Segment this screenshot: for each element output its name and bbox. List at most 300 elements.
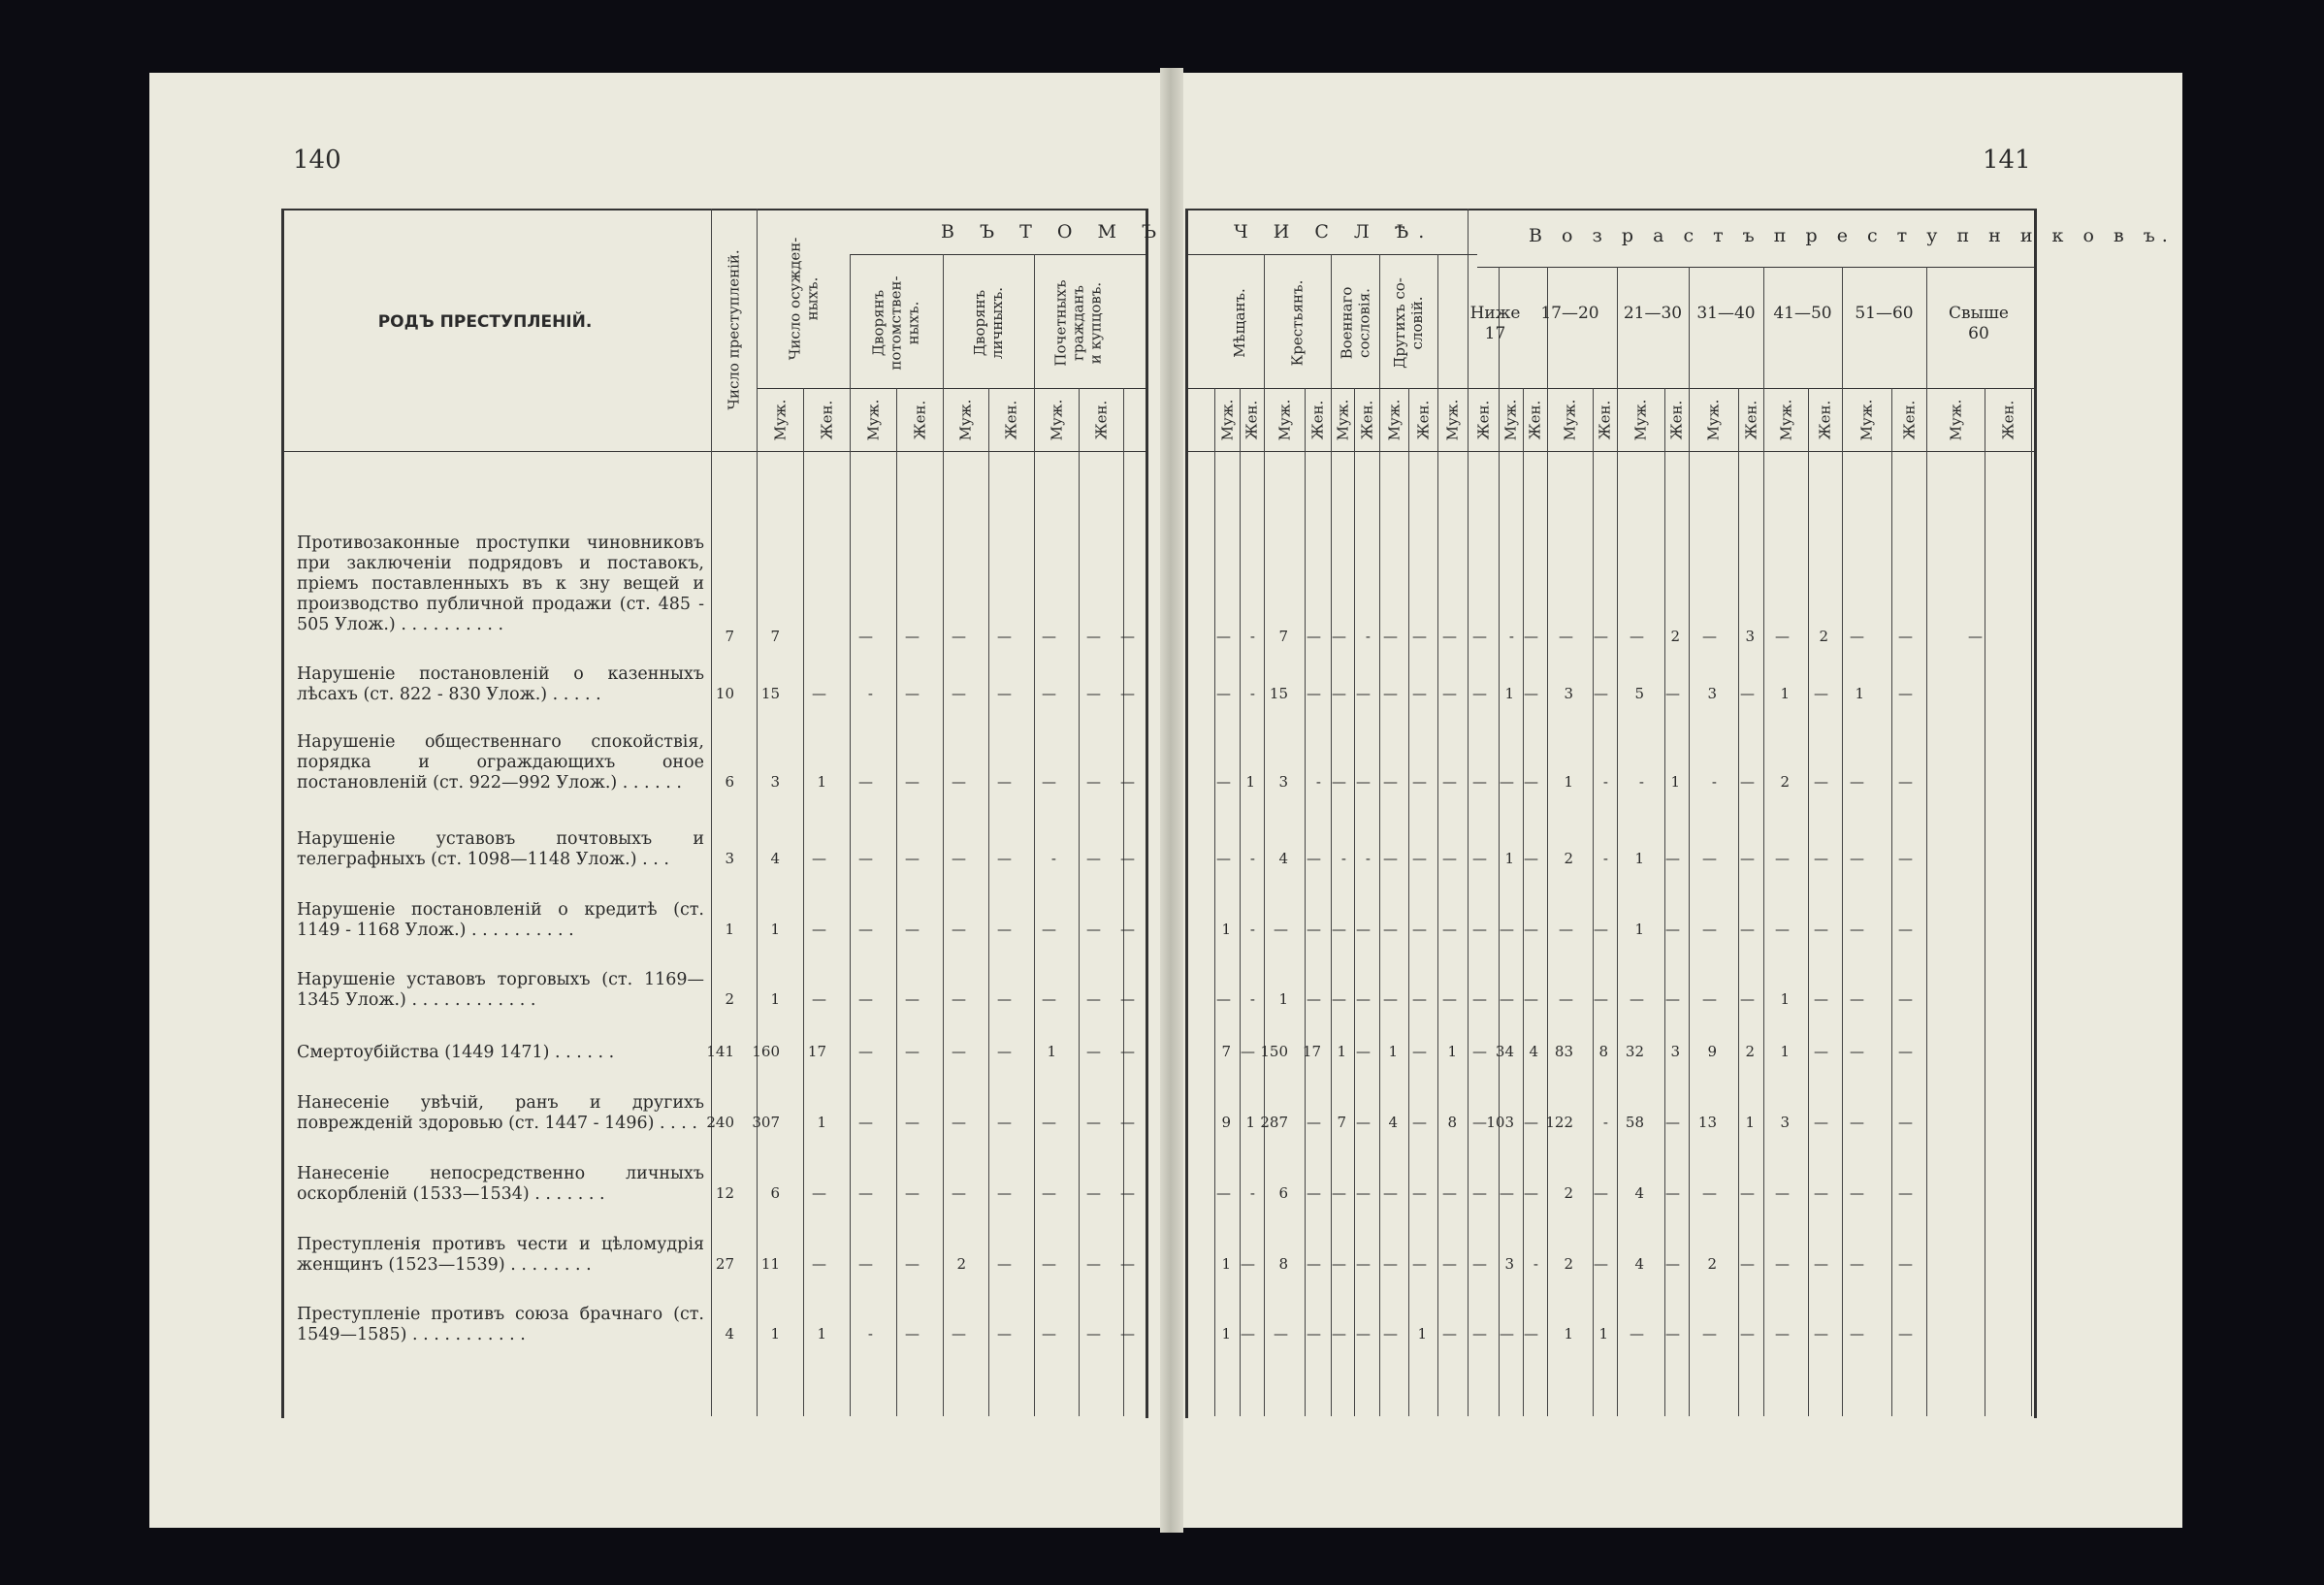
row-6-right-value-12: 83 — [1554, 1043, 1573, 1060]
category-header-1: Дворянъ личныхъ. — [971, 286, 1006, 359]
row-4-left-value-4: — — [905, 921, 920, 938]
row-10-right-value-6: — — [1383, 1325, 1398, 1342]
row-5-right-value-1: - — [1249, 990, 1255, 1008]
row-3-left-value-0: 3 — [725, 850, 734, 867]
row-0-right-value-0: — — [1216, 628, 1231, 645]
row-4-right-value-11: — — [1524, 921, 1538, 938]
row-6-right-value-14: 32 — [1625, 1043, 1644, 1060]
row-5-right-value-12: — — [1559, 990, 1573, 1008]
row-6-right-value-6: 1 — [1388, 1043, 1398, 1060]
age-header-2: 21—30 — [1623, 304, 1683, 323]
left-sex-5: Жен. — [1002, 400, 1020, 439]
crime-row-label: Нарушеніе уставовъ почтовыхъ и телеграфныхъ (ст. 1098—1148 Улож.) . . . — [297, 829, 704, 869]
row-4-right-value-12: — — [1559, 921, 1573, 938]
right-sex-16: Муж. — [1704, 399, 1723, 440]
row-10-right-value-18: — — [1775, 1325, 1790, 1342]
row-3-right-value-6: — — [1383, 850, 1398, 867]
category-header-5: Военнаго сословія. — [1338, 286, 1373, 359]
row-4-left-value-9: — — [1120, 921, 1135, 938]
row-7-right-value-0: 9 — [1221, 1114, 1231, 1131]
row-8-right-value-10: — — [1500, 1184, 1514, 1202]
row-1-right-value-12: 3 — [1564, 685, 1573, 702]
right-sex-12: Муж. — [1561, 399, 1579, 440]
row-1-left-value-9: — — [1120, 685, 1135, 702]
age-header-0: Ниже 17 — [1469, 304, 1521, 343]
row-6-left-value-3: — — [858, 1043, 873, 1060]
row-9-left-value-8: — — [1086, 1255, 1101, 1273]
row-1-right-value-6: — — [1383, 685, 1398, 702]
row-6-right-value-4: 1 — [1337, 1043, 1346, 1060]
row-0-right-value-1: - — [1249, 628, 1255, 645]
row-10-left-value-4: — — [905, 1325, 920, 1342]
row-0-right-value-13: — — [1594, 628, 1608, 645]
row-10-right-value-4: — — [1332, 1325, 1346, 1342]
row-7-right-value-4: 7 — [1337, 1114, 1346, 1131]
row-1-right-value-21: — — [1898, 685, 1913, 702]
row-0-right-value-6: — — [1383, 628, 1398, 645]
row-1-right-value-18: 1 — [1780, 685, 1790, 702]
row-10-left-value-6: — — [997, 1325, 1012, 1342]
row-9-right-value-5: — — [1356, 1255, 1371, 1273]
row-2-left-value-7: — — [1042, 773, 1056, 791]
row-7-right-value-18: 3 — [1780, 1114, 1790, 1131]
row-9-left-value-5: 2 — [956, 1255, 966, 1273]
row-9-right-value-19: — — [1814, 1255, 1828, 1273]
row-10-right-value-5: — — [1356, 1325, 1371, 1342]
row-8-right-value-8: — — [1442, 1184, 1457, 1202]
row-9-right-value-15: — — [1665, 1255, 1680, 1273]
age-header-5: 51—60 — [1855, 304, 1914, 323]
row-6-right-value-20: — — [1850, 1043, 1864, 1060]
row-9-right-value-9: — — [1472, 1255, 1487, 1273]
row-8-right-value-0: — — [1216, 1184, 1231, 1202]
row-4-left-value-1: 1 — [770, 921, 780, 938]
right-sex-13: Жен. — [1596, 400, 1614, 439]
row-9-right-value-13: — — [1594, 1255, 1608, 1273]
row-4-right-value-10: — — [1500, 921, 1514, 938]
header-bottom-rule-left — [281, 451, 1146, 452]
row-0-left-value-0: 7 — [725, 628, 734, 645]
row-2-right-value-2: 3 — [1278, 773, 1288, 791]
row-9-right-value-21: — — [1898, 1255, 1913, 1273]
row-7-right-value-21: — — [1898, 1114, 1913, 1131]
row-7-right-value-3: — — [1307, 1114, 1321, 1131]
row-7-right-value-6: 4 — [1388, 1114, 1398, 1131]
row-6-right-value-11: 4 — [1529, 1043, 1538, 1060]
row-2-right-value-13: - — [1602, 773, 1608, 791]
row-9-right-value-1: — — [1241, 1255, 1255, 1273]
row-1-left-value-5: — — [952, 685, 966, 702]
row-3-left-value-2: — — [812, 850, 826, 867]
row-0-left-value-3: — — [858, 628, 873, 645]
row-9-left-value-2: — — [812, 1255, 826, 1273]
row-1-right-value-8: — — [1442, 685, 1457, 702]
row-0-left-value-1: 7 — [770, 628, 780, 645]
right-sex-4: Муж. — [1334, 399, 1352, 440]
row-1-right-value-4: — — [1332, 685, 1346, 702]
row-6-right-value-8: 1 — [1447, 1043, 1457, 1060]
row-4-left-value-8: — — [1086, 921, 1101, 938]
row-6-left-value-2: 17 — [807, 1043, 826, 1060]
category-header-2: Почетныхъ гражданъ и купцовъ. — [1052, 278, 1105, 367]
row-10-left-value-1: 1 — [770, 1325, 780, 1342]
row-5-right-value-2: 1 — [1278, 990, 1288, 1008]
row-0-right-value-10: - — [1508, 628, 1514, 645]
row-7-right-value-14: 58 — [1625, 1114, 1644, 1131]
row-1-right-value-1: - — [1249, 685, 1255, 702]
row-10-left-value-3: - — [867, 1325, 873, 1342]
row-7-left-value-6: — — [997, 1114, 1012, 1131]
row-3-left-value-9: — — [1120, 850, 1135, 867]
crime-row-label: Преступленія противъ чести и цѣломудрія женщинъ (1523—1539) . . . . . . . . — [297, 1235, 704, 1275]
age-header-1: 17—20 — [1540, 304, 1599, 323]
row-10-right-value-12: 1 — [1564, 1325, 1573, 1342]
row-7-left-value-0: 240 — [706, 1114, 734, 1131]
row-1-right-value-11: — — [1524, 685, 1538, 702]
row-5-right-value-16: — — [1702, 990, 1717, 1008]
row-5-right-value-13: — — [1594, 990, 1608, 1008]
row-4-right-value-13: — — [1594, 921, 1608, 938]
row-7-right-value-8: 8 — [1447, 1114, 1457, 1131]
row-3-right-value-20: — — [1850, 850, 1864, 867]
row-8-right-value-2: 6 — [1278, 1184, 1288, 1202]
row-4-right-value-20: — — [1850, 921, 1864, 938]
row-1-right-value-16: 3 — [1707, 685, 1717, 702]
row-0-right-value-5: - — [1365, 628, 1371, 645]
row-10-right-value-20: — — [1850, 1325, 1864, 1342]
age-header-6: Свыше 60 — [1949, 304, 2009, 343]
crime-row-label: Смертоубійства (1449 1471) . . . . . . — [297, 1043, 615, 1062]
row-5-right-value-4: — — [1332, 990, 1346, 1008]
crime-row-label: Нарушеніе общественнаго спокойствія, порядка и ограждающихъ оное постановленій (ст. 922—992 Улож.) . . . . . . — [297, 732, 704, 792]
row-5-right-value-6: — — [1383, 990, 1398, 1008]
row-9-left-value-3: — — [858, 1255, 873, 1273]
row-3-left-value-1: 4 — [770, 850, 780, 867]
column-header-crime-type: РОДЪ ПРЕСТУПЛЕНІЙ. — [377, 312, 593, 332]
row-2-left-value-9: — — [1120, 773, 1135, 791]
row-2-right-value-19: — — [1814, 773, 1828, 791]
row-1-right-value-15: — — [1665, 685, 1680, 702]
row-6-left-value-5: — — [952, 1043, 966, 1060]
row-3-left-value-7: - — [1050, 850, 1056, 867]
row-7-right-value-2: 287 — [1260, 1114, 1288, 1131]
header-in-that-number-cont: Ч И С Л Ѣ. — [1234, 221, 1435, 243]
row-6-right-value-19: — — [1814, 1043, 1828, 1060]
row-9-left-value-1: 11 — [760, 1255, 780, 1273]
right-sex-18: Муж. — [1776, 399, 1794, 440]
crime-row-label: Нарушеніе постановленій о казенныхъ лѣсахъ (ст. 822 - 830 Улож.) . . . . . — [297, 664, 704, 704]
row-8-right-value-5: — — [1356, 1184, 1371, 1202]
row-10-left-value-9: — — [1120, 1325, 1135, 1342]
row-6-right-value-9: — — [1472, 1043, 1487, 1060]
row-8-left-value-8: — — [1086, 1184, 1101, 1202]
row-9-right-value-17: — — [1740, 1255, 1755, 1273]
left-sex-2: Муж. — [863, 399, 882, 440]
row-10-right-value-17: — — [1740, 1325, 1755, 1342]
row-3-right-value-2: 4 — [1278, 850, 1288, 867]
left-sex-6: Муж. — [1047, 399, 1065, 440]
row-10-left-value-2: 1 — [817, 1325, 826, 1342]
row-5-left-value-1: 1 — [770, 990, 780, 1008]
row-6-right-value-15: 3 — [1670, 1043, 1680, 1060]
row-8-right-value-4: — — [1332, 1184, 1346, 1202]
row-3-left-value-6: — — [997, 850, 1012, 867]
row-8-left-value-2: — — [812, 1184, 826, 1202]
row-3-right-value-11: — — [1524, 850, 1538, 867]
row-1-left-value-3: - — [867, 685, 873, 702]
row-9-right-value-18: — — [1775, 1255, 1790, 1273]
row-2-right-value-9: — — [1472, 773, 1487, 791]
row-5-left-value-3: — — [858, 990, 873, 1008]
row-1-right-value-10: 1 — [1504, 685, 1514, 702]
crime-row-label: Нанесеніе непосредственно личныхъ оскорбленій (1533—1534) . . . . . . . — [297, 1164, 704, 1204]
row-2-right-value-12: 1 — [1564, 773, 1573, 791]
row-4-right-value-14: 1 — [1634, 921, 1644, 938]
row-1-left-value-4: — — [905, 685, 920, 702]
book-gutter — [1160, 68, 1183, 1533]
row-5-left-value-5: — — [952, 990, 966, 1008]
row-4-left-value-6: — — [997, 921, 1012, 938]
row-10-right-value-9: — — [1472, 1325, 1487, 1342]
right-sex-19: Жен. — [1816, 400, 1834, 439]
row-5-right-value-18: 1 — [1780, 990, 1790, 1008]
right-sex-15: Жен. — [1667, 400, 1686, 439]
row-7-right-value-10: 103 — [1486, 1114, 1514, 1131]
row-0-left-value-4: — — [905, 628, 920, 645]
row-6-right-value-1: — — [1241, 1043, 1255, 1060]
row-4-left-value-2: — — [812, 921, 826, 938]
row-9-right-value-7: — — [1412, 1255, 1427, 1273]
row-3-right-value-16: — — [1702, 850, 1717, 867]
row-1-right-value-19: — — [1814, 685, 1828, 702]
row-6-right-value-3: 17 — [1302, 1043, 1321, 1060]
right-sex-23: Жен. — [1999, 400, 2017, 439]
right-sex-1: Жен. — [1243, 400, 1261, 439]
row-2-right-value-1: 1 — [1245, 773, 1255, 791]
row-0-left-value-7: — — [1042, 628, 1056, 645]
row-7-right-value-17: 1 — [1745, 1114, 1755, 1131]
row-1-right-value-20: 1 — [1855, 685, 1864, 702]
row-0-right-value-15: 2 — [1670, 628, 1680, 645]
row-1-left-value-0: 10 — [715, 685, 734, 702]
row-6-left-value-7: 1 — [1047, 1043, 1056, 1060]
row-2-right-value-11: — — [1524, 773, 1538, 791]
age-header-4: 41—50 — [1773, 304, 1832, 323]
left-sex-1: Жен. — [818, 400, 835, 439]
row-2-right-value-15: 1 — [1670, 773, 1680, 791]
row-2-right-value-3: - — [1315, 773, 1321, 791]
row-9-right-value-0: 1 — [1221, 1255, 1231, 1273]
row-6-right-value-10: 34 — [1495, 1043, 1514, 1060]
row-8-left-value-1: 6 — [770, 1184, 780, 1202]
row-0-right-value-12: — — [1559, 628, 1573, 645]
row-8-right-value-18: — — [1775, 1184, 1790, 1202]
right-sex-10: Муж. — [1501, 399, 1520, 440]
row-5-right-value-8: — — [1442, 990, 1457, 1008]
row-0-left-value-9: — — [1120, 628, 1135, 645]
row-4-right-value-2: — — [1274, 921, 1288, 938]
row-2-right-value-16: - — [1711, 773, 1717, 791]
row-6-right-value-21: — — [1898, 1043, 1913, 1060]
row-0-right-value-16: — — [1702, 628, 1717, 645]
row-2-left-value-6: — — [997, 773, 1012, 791]
row-3-right-value-21: — — [1898, 850, 1913, 867]
row-6-left-value-4: — — [905, 1043, 920, 1060]
row-9-right-value-6: — — [1383, 1255, 1398, 1273]
row-0-right-value-7: — — [1412, 628, 1427, 645]
row-5-right-value-14: — — [1630, 990, 1644, 1008]
right-sex-22: Муж. — [1946, 399, 1964, 440]
row-9-right-value-16: 2 — [1707, 1255, 1717, 1273]
row-1-right-value-7: — — [1412, 685, 1427, 702]
row-6-left-value-0: 141 — [706, 1043, 734, 1060]
row-6-left-value-8: — — [1086, 1043, 1101, 1060]
row-5-left-value-4: — — [905, 990, 920, 1008]
row-9-right-value-2: 8 — [1278, 1255, 1288, 1273]
row-2-left-value-2: 1 — [817, 773, 826, 791]
right-sex-6: Муж. — [1385, 399, 1404, 440]
row-4-right-value-9: — — [1472, 921, 1487, 938]
row-9-right-value-8: — — [1442, 1255, 1457, 1273]
row-10-right-value-1: — — [1241, 1325, 1255, 1342]
row-5-right-value-5: — — [1356, 990, 1371, 1008]
row-7-left-value-4: — — [905, 1114, 920, 1131]
row-5-left-value-2: — — [812, 990, 826, 1008]
row-9-right-value-4: — — [1332, 1255, 1346, 1273]
row-7-right-value-5: — — [1356, 1114, 1371, 1131]
row-2-right-value-6: — — [1383, 773, 1398, 791]
row-1-right-value-9: — — [1472, 685, 1487, 702]
row-0-right-value-9: — — [1472, 628, 1487, 645]
row-2-right-value-4: — — [1332, 773, 1346, 791]
row-2-right-value-7: — — [1412, 773, 1427, 791]
row-1-left-value-7: — — [1042, 685, 1056, 702]
right-sex-8: Муж. — [1443, 399, 1462, 440]
row-1-right-value-3: — — [1307, 685, 1321, 702]
row-5-right-value-3: — — [1307, 990, 1321, 1008]
row-4-right-value-18: — — [1775, 921, 1790, 938]
row-8-left-value-9: — — [1120, 1184, 1135, 1202]
row-9-right-value-3: — — [1307, 1255, 1321, 1273]
row-2-right-value-18: 2 — [1780, 773, 1790, 791]
row-9-right-value-20: — — [1850, 1255, 1864, 1273]
row-4-right-value-5: — — [1356, 921, 1371, 938]
category-header-4: Крестьянъ. — [1288, 279, 1307, 366]
right-sex-17: Жен. — [1742, 400, 1759, 439]
row-8-left-value-5: — — [952, 1184, 966, 1202]
row-6-right-value-16: 9 — [1707, 1043, 1717, 1060]
row-7-left-value-2: 1 — [817, 1114, 826, 1131]
row-7-left-value-5: — — [952, 1114, 966, 1131]
row-0-right-value-21: — — [1898, 628, 1913, 645]
row-0-right-value-11: — — [1524, 628, 1538, 645]
row-2-left-value-0: 6 — [725, 773, 734, 791]
right-col-line-24 — [2031, 388, 2032, 1416]
row-6-left-value-1: 160 — [752, 1043, 780, 1060]
row-2-left-value-8: — — [1086, 773, 1101, 791]
row-10-left-value-7: — — [1042, 1325, 1056, 1342]
row-2-right-value-17: — — [1740, 773, 1755, 791]
header-bottom-rule-right — [1185, 451, 2035, 452]
row-5-right-value-11: — — [1524, 990, 1538, 1008]
row-7-right-value-7: — — [1412, 1114, 1427, 1131]
row-5-right-value-7: — — [1412, 990, 1427, 1008]
row-6-right-value-2: 150 — [1260, 1043, 1288, 1060]
row-1-left-value-1: 15 — [760, 685, 780, 702]
row-4-right-value-7: — — [1412, 921, 1427, 938]
row-8-right-value-9: — — [1472, 1184, 1487, 1202]
row-8-right-value-16: — — [1702, 1184, 1717, 1202]
row-10-right-value-7: 1 — [1417, 1325, 1427, 1342]
row-3-left-value-8: — — [1086, 850, 1101, 867]
row-3-right-value-3: — — [1307, 850, 1321, 867]
header-age-group: В о з р а с т ъ п р е с т у п н и к о в ъ. — [1529, 225, 2175, 246]
row-3-right-value-8: — — [1442, 850, 1457, 867]
row-7-right-value-11: — — [1524, 1114, 1538, 1131]
row-4-right-value-6: — — [1383, 921, 1398, 938]
row-4-right-value-21: — — [1898, 921, 1913, 938]
row-4-left-value-5: — — [952, 921, 966, 938]
page-number-right: 141 — [1983, 146, 2031, 175]
crime-row-label: Преступленіе противъ союза брачнаго (ст. 1549—1585) . . . . . . . . . . . — [297, 1305, 704, 1344]
row-4-left-value-3: — — [858, 921, 873, 938]
row-4-right-value-1: - — [1249, 921, 1255, 938]
row-2-right-value-20: — — [1850, 773, 1864, 791]
row-0-left-value-5: — — [952, 628, 966, 645]
row-8-right-value-7: — — [1412, 1184, 1427, 1202]
right-sex-3: Жен. — [1308, 400, 1327, 439]
row-10-right-value-8: — — [1442, 1325, 1457, 1342]
row-7-right-value-16: 13 — [1697, 1114, 1717, 1131]
row-7-right-value-20: — — [1850, 1114, 1864, 1131]
row-7-right-value-9: — — [1472, 1114, 1487, 1131]
row-3-right-value-9: — — [1472, 850, 1487, 867]
row-5-right-value-9: — — [1472, 990, 1487, 1008]
row-4-right-value-0: 1 — [1221, 921, 1231, 938]
crime-row-label: Нанесеніе увѣчій, ранъ и другихъ поврежденій здоровью (ст. 1447 - 1496) . . . . — [297, 1093, 704, 1133]
row-7-left-value-3: — — [858, 1114, 873, 1131]
right-sex-20: Муж. — [1857, 399, 1876, 440]
left-sex-7: Жен. — [1092, 400, 1110, 439]
row-6-right-value-13: 8 — [1598, 1043, 1608, 1060]
row-2-left-value-1: 3 — [770, 773, 780, 791]
category-header-0: Дворянъ потомствен- ныхъ. — [870, 275, 922, 371]
row-8-right-value-19: — — [1814, 1184, 1828, 1202]
row-2-right-value-10: — — [1500, 773, 1514, 791]
row-5-right-value-15: — — [1665, 990, 1680, 1008]
row-5-right-value-20: — — [1850, 990, 1864, 1008]
right-sex-5: Жен. — [1358, 400, 1375, 439]
row-0-right-value-20: — — [1850, 628, 1864, 645]
row-10-left-value-8: — — [1086, 1325, 1101, 1342]
page-number-left: 140 — [293, 146, 341, 175]
row-6-right-value-5: — — [1356, 1043, 1371, 1060]
right-sex-14: Муж. — [1631, 399, 1650, 440]
row-9-left-value-9: — — [1120, 1255, 1135, 1273]
row-0-right-value-22: — — [1968, 628, 1983, 645]
row-3-left-value-5: — — [952, 850, 966, 867]
crime-row-label: Нарушеніе уставовъ торговыхъ (ст. 1169—1345 Улож.) . . . . . . . . . . . . — [297, 970, 704, 1010]
left-sex-4: Муж. — [956, 399, 975, 440]
row-5-right-value-0: — — [1216, 990, 1231, 1008]
row-2-left-value-5: — — [952, 773, 966, 791]
row-6-right-value-17: 2 — [1745, 1043, 1755, 1060]
row-3-right-value-19: — — [1814, 850, 1828, 867]
row-6-right-value-18: 1 — [1780, 1043, 1790, 1060]
row-9-right-value-12: 2 — [1564, 1255, 1573, 1273]
row-3-left-value-3: — — [858, 850, 873, 867]
row-0-right-value-17: 3 — [1745, 628, 1755, 645]
